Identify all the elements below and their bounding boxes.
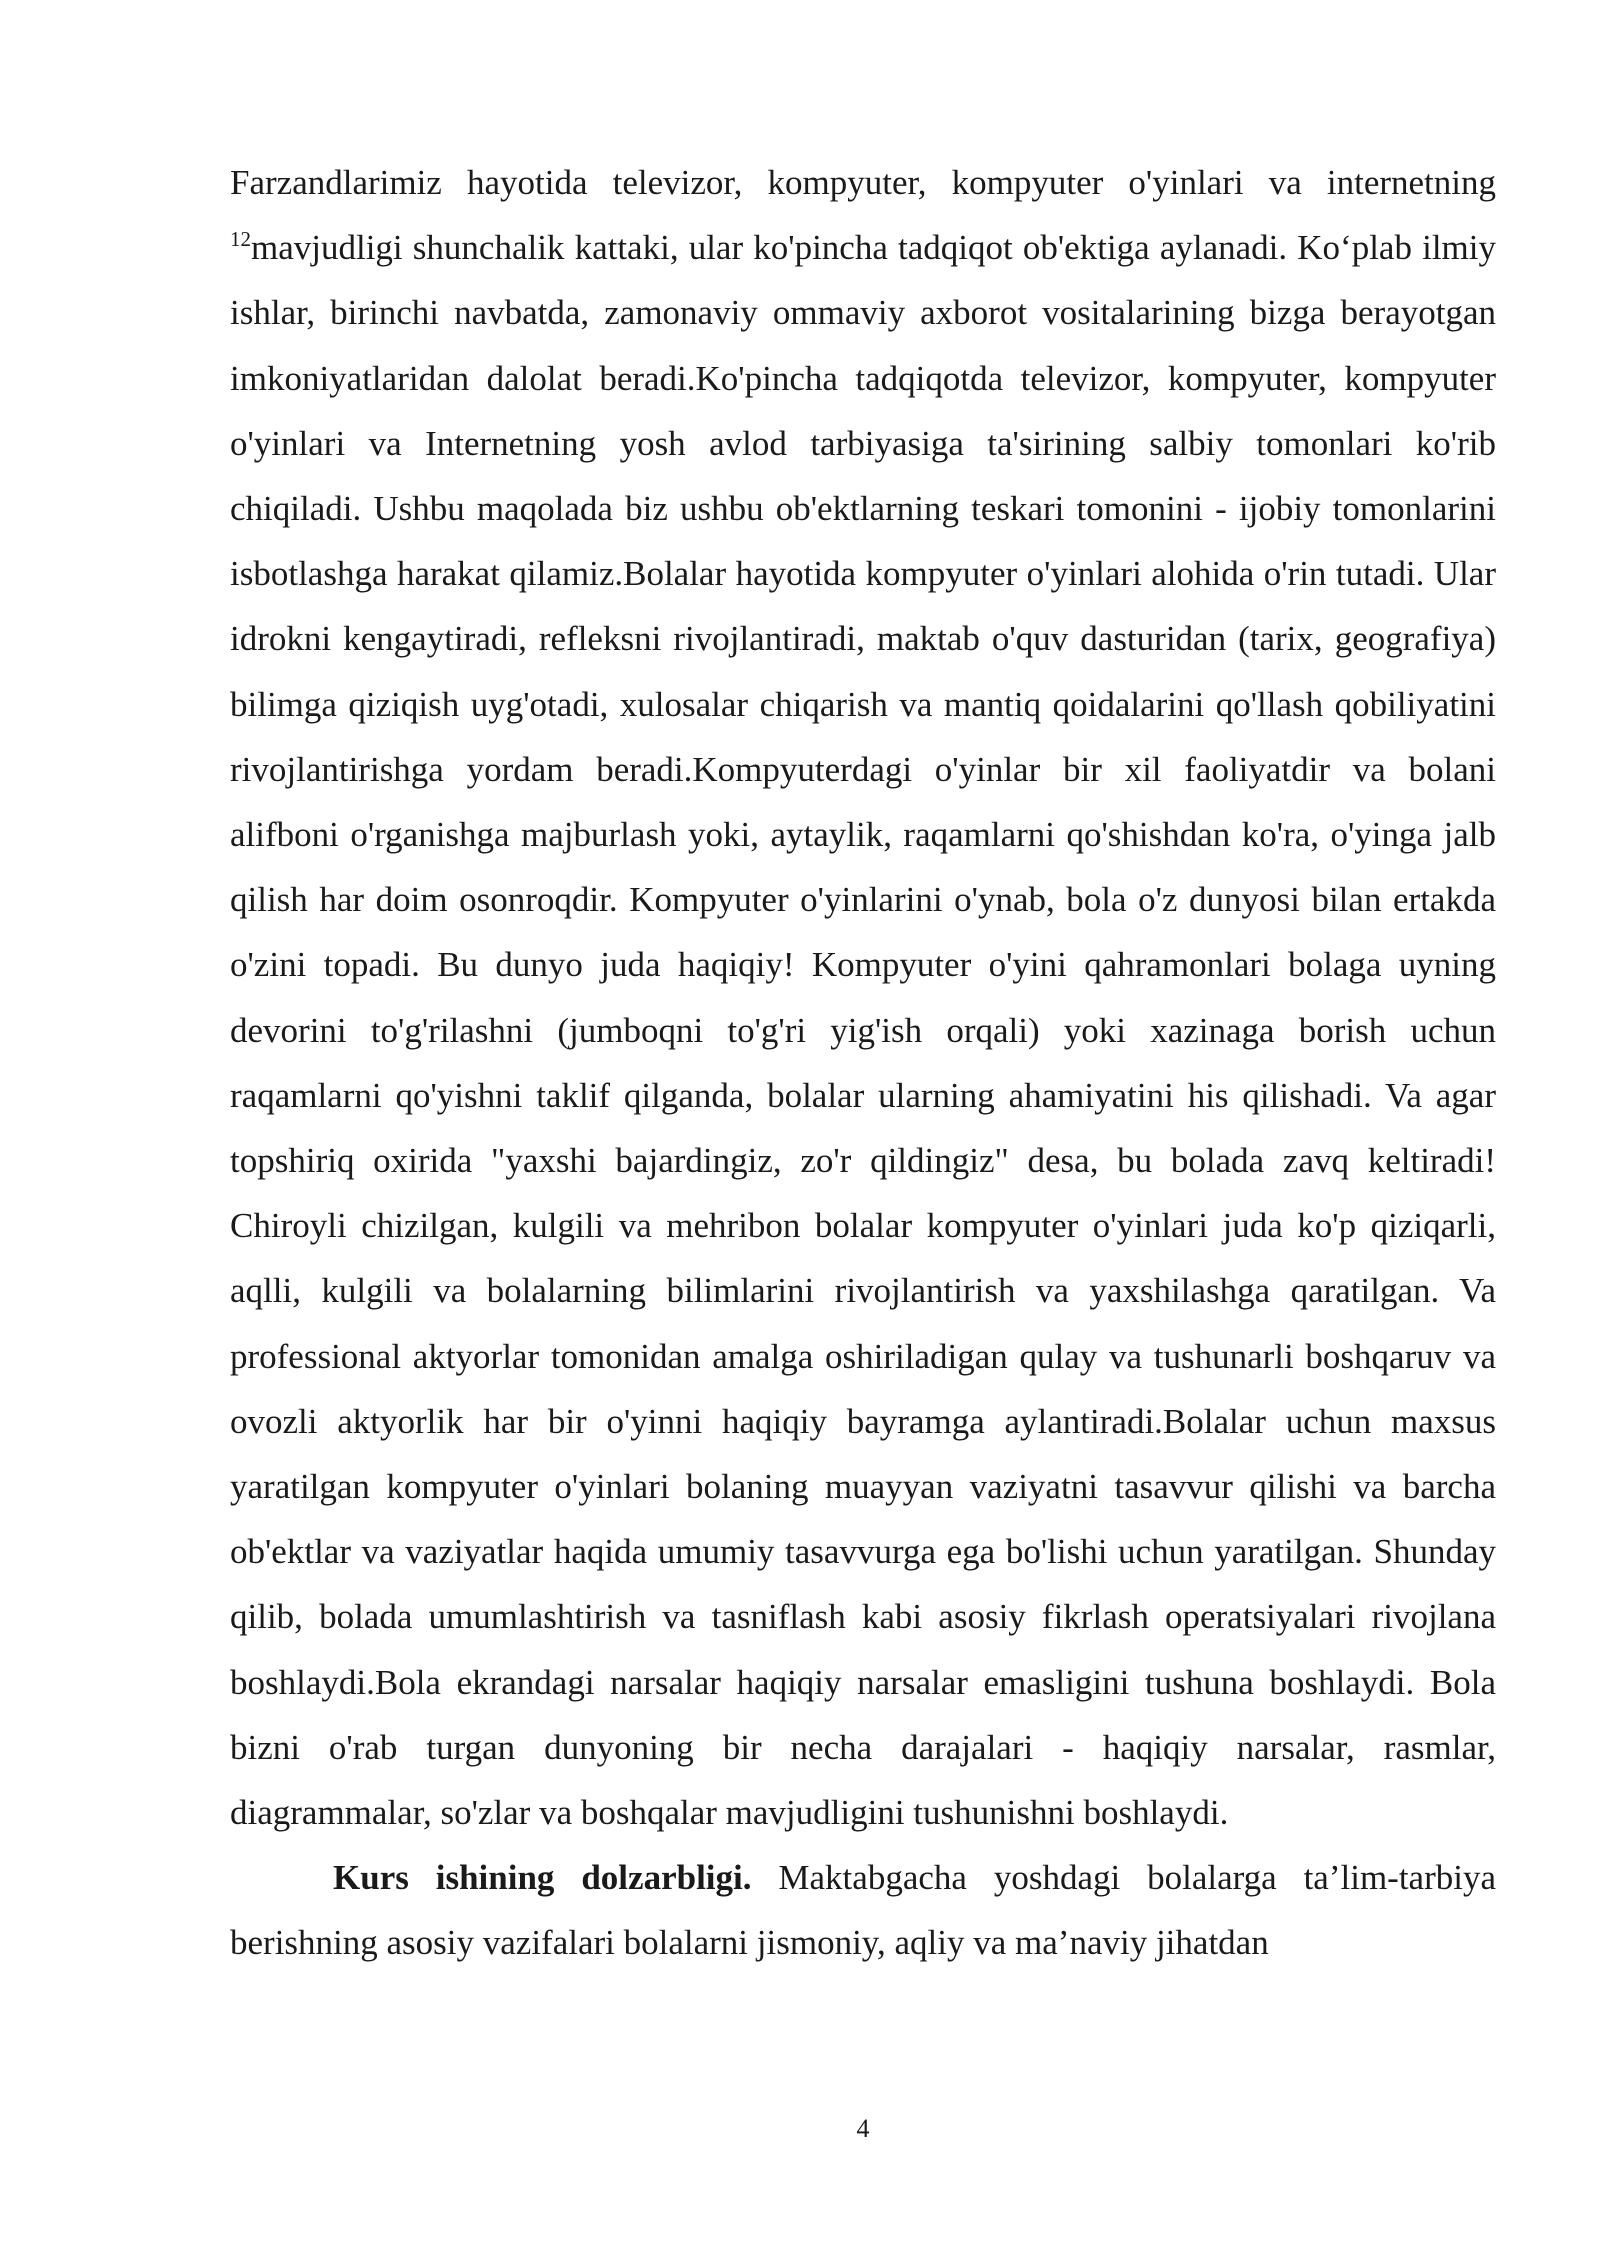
paragraph [230,1845,1496,1975]
body-text [230,150,1496,1976]
paragraph-text: Maktabgacha yoshdagi bolalarga ta’lim-tarbiya berishning asosiy vazifalari bolalarni jismoniy, aqliy va ma’naviy jihatdan [230,1858,1497,1963]
paragraph-text: mavjudligi shunchalik kattaki, ular ko'pincha tadqiqot ob'ektiga aylanadi. Ko‘plab ilmiy ishlar, birinchi navbatda, zamonaviy ommaviy axborot vositalarining bizga berayotgan imkoniyatlaridan dalolat beradi.Ko'pincha tadqiqotda televizor, kompyuter, kompyuter o'yinlari va Internetning yosh avlod tarbiyasiga ta'sirining salbiy tomonlari ko'rib chiqiladi. Ushbu maqolada biz ushbu ob'ektlarning teskari tomonini - ijobiy tomonlarini isbotlashga harakat qilamiz.Bolalar hayotida kompyuter o'yinlari alohida o'rin tutadi. Ular idrokni kengaytiradi, refleksni rivojlantiradi, maktab o'quv dasturidan (tarix, geografiya) bilimga qiziqish uyg'otadi, xulosalar chiqarish va mantiq qoidalarini qo'llash qobiliyatini rivojlantirishga yordam beradi.Kompyuterdagi o'yinlar bir xil faoliyatdir va bolani alifboni o'rganishga majburlash yoki, aytaylik, raqamlarni qo'shishdan ko'ra, o'yinga jalb qilish har doim osonroqdir. Kompyuter o'yinlarini o'ynab, bola o'z dunyosi bilan ertakda o'zini topadi. Bu dunyo juda haqiqiy! Kompyuter o'yini qahramonlari bolaga uyning devorini to'g'rilashni (jumboqni to'g'ri yig'ish orqali) yoki xazinaga borish uchun raqamlarni qo'yishni taklif qilganda, bolalar ularning ahamiyatini his qilishadi. Va agar topshiriq oxirida "yaxshi bajardingiz, zo'r qildingiz" desa, bu bolada zavq keltiradi! Chiroyli chizilgan, kulgili va mehribon bolalar kompyuter o'yinlari juda ko'p qiziqarli, aqlli, kulgili va bolalarning bilimlarini rivojlantirish va yaxshilashga qaratilgan. Va professional aktyorlar tomonidan amalga oshiriladigan qulay va tushunarli boshqaruv va ovozli aktyorlik har bir o'yinni haqiqiy bayramga aylantiradi.Bolalar uchun maxsus yaratilgan kompyuter o'yinlari bolaning muayyan vaziyatni tasavvur qilishi va barcha ob'ektlar va vaziyatlar haqida umumiy tasavvurga ega bo'lishi uchun yaratilgan. Shunday qilib, bolada umumlashtirish va tasniflash kabi asosiy fikrlash operatsiyalari rivojlana boshlaydi.Bola ekrandagi narsalar haqiqiy narsalar emasligini tushuna boshlaydi. Bola bizni o'rab turgan dunyoning bir necha darajalari - haqiqiy narsalar, rasmlar, diagrammalar, so'zlar va boshqalar mavjudligini tushunishni boshlaydi. [230,228,1496,1833]
paragraph [230,150,1496,1845]
page-number: 4 [856,2114,870,2143]
section-heading: Kurs ishining dolzarbligi. [333,1858,752,1898]
footnote-reference[interactable]: 12 [230,226,251,251]
paragraph-lead: Farzandlarimiz hayotida televizor, kompyuter, kompyuter o'yinlari va internetning [230,163,1496,202]
